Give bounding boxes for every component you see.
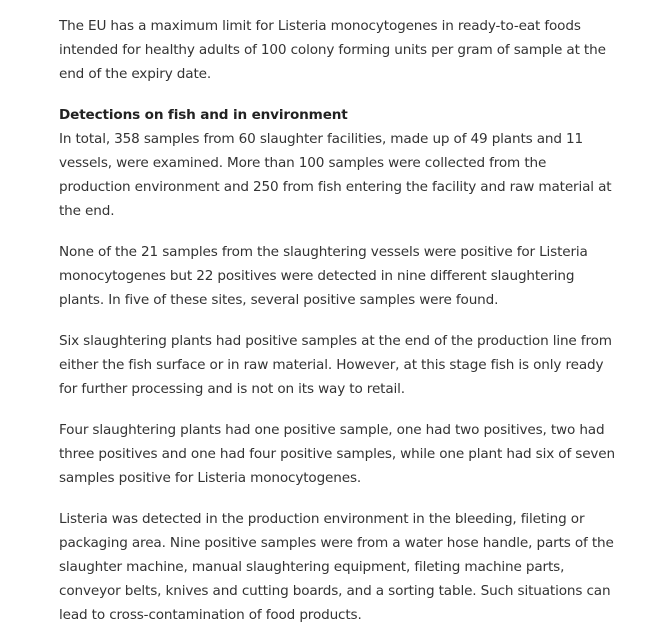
paragraph-vessels-negative: None of the 21 samples from the slaughtering vessels were positive for Listeria monocytogenes but 22 positives were detected in nine different slaughtering plants. In five of these sites, several positive samples were found. — [59, 244, 588, 308]
paragraph-samples-total: In total, 358 samples from 60 slaughter facilities, made up of 49 plants and 11 vessels, were examined. More than 100 samples were collected from the production environment and 250 from fish entering the facility and raw material at the end. — [59, 131, 612, 219]
section-heading: Detections on fish and in environment — [59, 107, 348, 123]
paragraph-environment-detection: Listeria was detected in the production environment in the bleeding, fileting or packaging area. Nine positive samples were from a water hose handle, parts of the slaughter machine, manual slaughtering equipment, fileting machine parts, conveyor belts, knives and cutting boards, and a sorting table. Such situations can lead to cross-contamination of food products. — [59, 511, 614, 623]
paragraph-production-line: Six slaughtering plants had positive samples at the end of the production line from either the fish surface or in raw material. However, at this stage fish is only ready for further processing and is not on its way to retail. — [59, 333, 612, 397]
paragraph-positive-counts: Four slaughtering plants had one positive sample, one had two positives, two had three positives and one had four positive samples, while one plant had six of seven samples positive for Listeria monocytogenes. — [59, 422, 615, 486]
intro-paragraph: The EU has a maximum limit for Listeria monocytogenes in ready-to-eat foods intended for healthy adults of 100 colony forming units per gram of sample at the end of the expiry date. — [59, 18, 606, 82]
article-body — [59, 14, 619, 644]
